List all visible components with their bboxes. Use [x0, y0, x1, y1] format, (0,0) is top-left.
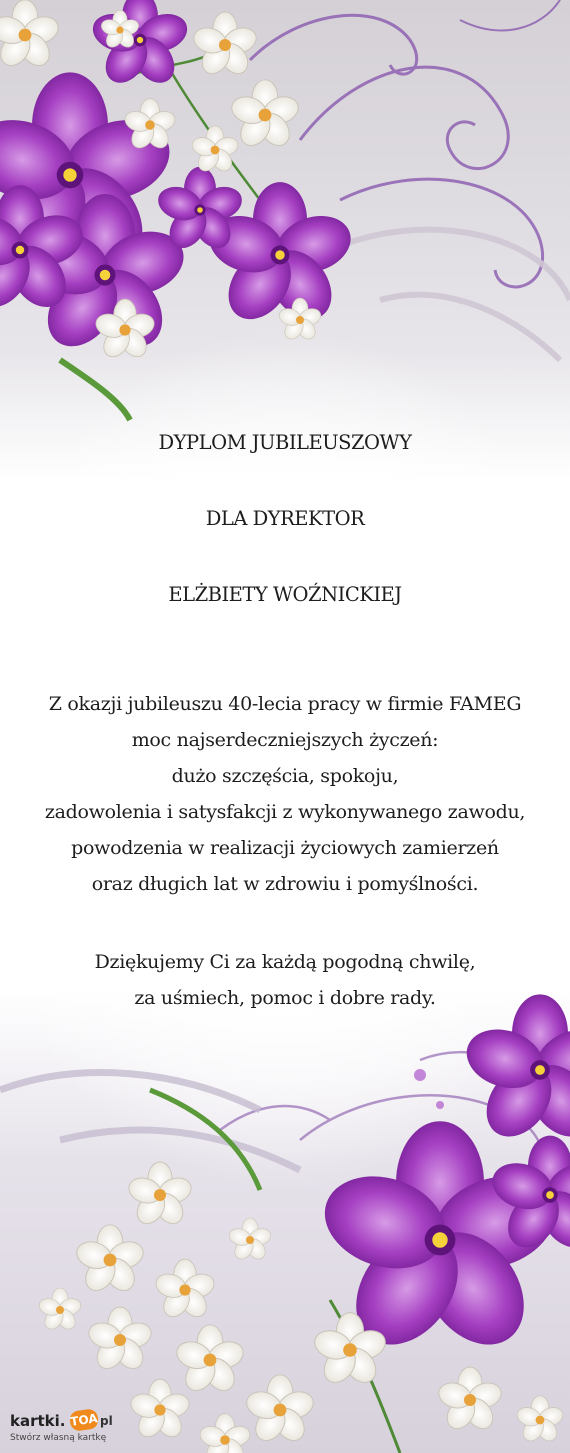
message-line: dużo szczęścia, spokoju,: [171, 765, 399, 787]
recipient-name: ELŻBIETY WOŹNICKIEJ: [168, 583, 402, 606]
watermark-badge: TOA: [69, 1408, 100, 1432]
recipient-prefix: DLA DYREKTOR: [205, 507, 365, 530]
thanks-line: za uśmiech, pomoc i dobre rady.: [134, 987, 436, 1009]
diploma-title: DYPLOM JUBILEUSZOWY: [158, 431, 412, 454]
message-line: powodzenia w realizacji życiowych zamierzeń: [71, 837, 499, 859]
thanks-line: Dziękujemy Ci za każdą pogodną chwilę,: [94, 951, 476, 973]
watermark-tagline: Stwórz własną kartkę: [10, 1433, 107, 1443]
watermark-domain: pl: [100, 1414, 113, 1428]
site-watermark-logo[interactable]: [8, 1410, 120, 1448]
message-line: moc najserdeczniejszych życzeń:: [131, 729, 439, 751]
message-line: Z okazji jubileuszu 40-lecia pracy w firmie FAMEG: [48, 693, 522, 715]
watermark-brand: kartki.: [10, 1412, 66, 1430]
message-line: zadowolenia i satysfakcji z wykonywanego zawodu,: [44, 801, 526, 823]
message-line: oraz długich lat w zdrowiu i pomyślności.: [91, 873, 479, 895]
